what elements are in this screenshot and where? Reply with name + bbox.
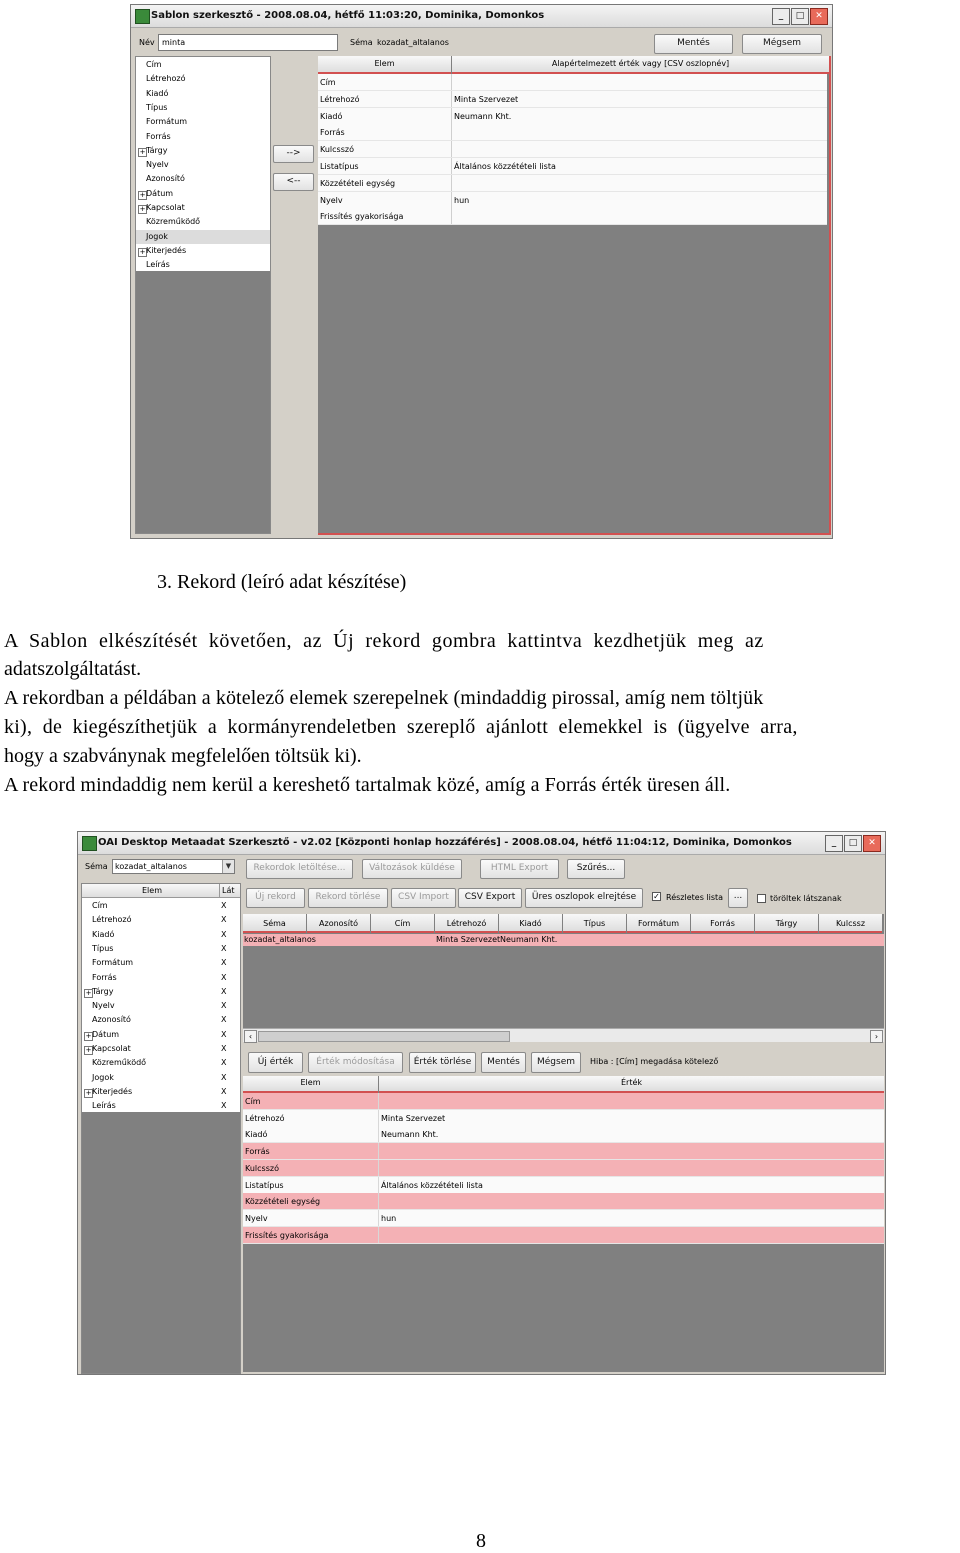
window-title: Sablon szerkesztő - 2008.08.04, hétfő 11:03:20, Dominika, Domonkos [151, 10, 545, 21]
download-records-button[interactable]: Rekordok letöltése... [246, 859, 353, 879]
record-grid-column-header[interactable]: Azonosító [307, 914, 370, 933]
list-item[interactable]: Nyelv [92, 1001, 115, 1011]
record-grid-column-header[interactable]: Cím [371, 914, 434, 933]
grid-cell-elem: Nyelv [320, 195, 343, 205]
record-grid-hscrollbar[interactable] [243, 1028, 884, 1042]
schema-label: Séma [350, 38, 373, 47]
list-item[interactable]: Kiterjedés [92, 1086, 133, 1096]
value-row[interactable] [243, 1210, 884, 1227]
detailed-list-label: Részletes lista [666, 893, 724, 902]
record-grid-column-header[interactable]: Kiadó [499, 914, 562, 933]
record-grid-column-header[interactable]: Séma [243, 914, 306, 933]
grid-cell-sep [451, 91, 452, 107]
dropdown-arrow-icon[interactable]: ▼ [222, 860, 234, 873]
visibility-mark[interactable]: X [221, 958, 227, 968]
name-label: Név [139, 38, 155, 47]
visibility-mark[interactable]: X [221, 1058, 227, 1068]
detailed-list-checkbox[interactable]: ✓ [653, 892, 660, 901]
element-visibility-list[interactable] [81, 883, 241, 1374]
visibility-mark[interactable]: X [221, 1101, 227, 1111]
grid-row[interactable] [318, 208, 827, 225]
tree-item[interactable]: Létrehozó [146, 74, 186, 84]
required-value-row[interactable] [243, 1193, 884, 1210]
grid-cell-elem: Kulcsszó [320, 145, 354, 155]
visibility-mark[interactable]: X [221, 986, 227, 996]
grid-cell-elem: Cím [320, 78, 336, 87]
tree-item[interactable]: Azonosító [146, 174, 185, 184]
name-input-value: minta [162, 38, 186, 47]
grid-row[interactable] [318, 192, 827, 209]
metadata-editor-window [77, 831, 886, 1375]
app-icon [82, 836, 97, 851]
value-cell-sep [378, 1177, 379, 1193]
new-value-button[interactable]: Új érték [248, 1052, 303, 1073]
record-grid-column-header[interactable]: Típus [563, 914, 626, 933]
visibility-list-header-elem[interactable]: Elem [142, 886, 162, 895]
list-item[interactable]: Tárgy [92, 986, 114, 996]
value-grid-rows [243, 1093, 884, 1243]
grid-cell-sep [451, 175, 452, 191]
visibility-mark[interactable]: X [221, 972, 227, 982]
grid-cell-sep [451, 124, 452, 140]
value-row[interactable] [243, 1110, 884, 1127]
schema-label: Séma [85, 862, 108, 871]
page-number: 8 [476, 1530, 486, 1552]
grid-cell-sep [451, 208, 452, 224]
expand-icon[interactable]: + [139, 147, 146, 156]
scroll-thumb[interactable] [258, 1031, 510, 1042]
record-grid-column-header[interactable]: Kulcssz [819, 914, 882, 933]
grid-rows [318, 74, 827, 226]
metadata-editor-titlebar [78, 832, 885, 855]
record-grid-cell[interactable]: kozadat_altalanos [244, 935, 316, 944]
value-cell-elem: Frissítés gyakorisága [245, 1230, 329, 1240]
value-cell-elem: Kiadó [245, 1130, 268, 1140]
hide-empty-columns-button[interactable]: Üres oszlopok elrejtése [525, 888, 643, 908]
maximize-icon[interactable]: □ [791, 8, 809, 25]
schema-value: kozadat_altalanos [377, 38, 449, 47]
visibility-list-header [82, 884, 240, 898]
list-item[interactable]: Dátum [92, 1029, 120, 1039]
paragraph-3: A rekord mindaddig nem kerül a kereshető tartalmak közé, amíg a Forrás érték üresen áll. [4, 774, 731, 796]
visibility-mark[interactable]: X [221, 901, 227, 910]
grid-cell-elem: Forrás [320, 128, 345, 138]
template-editor-window [130, 4, 833, 539]
grid-cell-sep [451, 158, 452, 174]
value-cell-elem: Kulcsszó [245, 1163, 279, 1173]
grid-cell-elem: Kiadó [320, 111, 343, 121]
visibility-list-header-visible[interactable]: Lát [222, 886, 235, 895]
cancel-button[interactable]: Mégsem [742, 34, 822, 54]
value-cell-elem: Létrehozó [245, 1113, 285, 1123]
grid-row[interactable] [318, 124, 827, 141]
value-cell-sep [378, 1210, 379, 1226]
remove-element-button[interactable]: <-- [273, 173, 314, 191]
value-cell-sep [378, 1227, 379, 1243]
grid-row[interactable] [318, 74, 827, 91]
visibility-mark[interactable]: X [221, 1086, 227, 1096]
required-value-row[interactable] [243, 1143, 884, 1160]
grid-cell-elem: Listatípus [320, 162, 359, 171]
schema-select-value: kozadat_altalanos [115, 862, 187, 871]
list-item[interactable]: Létrehozó [92, 915, 132, 925]
grid-cell-value: Minta Szervezet [454, 94, 519, 104]
grid-row[interactable] [318, 91, 827, 108]
deleted-visible-checkbox[interactable] [757, 894, 766, 903]
tree-item[interactable]: Jogok [146, 231, 168, 241]
grid-row[interactable] [318, 108, 827, 125]
delete-record-button[interactable]: Rekord törlése [308, 888, 388, 908]
new-record-button[interactable]: Új rekord [246, 888, 305, 908]
delete-value-button[interactable]: Érték törlése [409, 1052, 476, 1073]
html-export-button[interactable]: HTML Export [480, 859, 559, 879]
record-grid-column-header[interactable]: Formátum [627, 914, 690, 933]
filter-button[interactable]: Szűrés... [567, 859, 625, 879]
value-grid-header-elem[interactable]: Elem [243, 1076, 378, 1093]
csv-import-button[interactable]: CSV Import [391, 888, 456, 908]
visibility-mark[interactable]: X [221, 929, 227, 939]
scroll-right-icon[interactable]: › [870, 1030, 883, 1043]
list-item[interactable]: Cím [92, 901, 108, 910]
value-cell-elem: Cím [245, 1097, 261, 1106]
error-message: Hiba : [Cím] megadása kötelező [590, 1057, 719, 1066]
tree-item[interactable]: Típus [146, 102, 168, 112]
record-grid[interactable] [243, 914, 884, 1042]
add-element-button[interactable]: --> [273, 145, 314, 163]
value-cell-sep [378, 1160, 379, 1176]
value-row[interactable] [243, 1126, 884, 1143]
list-item[interactable]: Jogok [92, 1072, 114, 1082]
grid-cell-elem: Közzétételi egység [320, 178, 396, 188]
value-cell-value: Általános közzétételi lista [381, 1180, 483, 1190]
required-value-row[interactable] [243, 1160, 884, 1177]
grid-header-elem[interactable]: Elem [318, 56, 451, 74]
grid-cell-sep [451, 141, 452, 157]
paragraph-2-line-1: A rekordban a példában a kötelező elemek szerepelnek (mindaddig pirossal, amíg nem töltjük [4, 687, 764, 709]
record-grid-column-header[interactable]: Tárgy [755, 914, 818, 933]
record-grid-column-header[interactable]: Forrás [691, 914, 754, 933]
list-item[interactable]: Kiadó [92, 929, 115, 939]
schema-select[interactable] [112, 859, 235, 874]
required-value-row[interactable] [243, 1093, 884, 1110]
expand-icon[interactable]: + [85, 1031, 92, 1040]
save-button[interactable]: Mentés [481, 1052, 526, 1073]
grid-row[interactable] [318, 175, 827, 192]
template-grid[interactable] [318, 56, 831, 535]
value-cell-elem: Forrás [245, 1147, 270, 1157]
modify-value-button[interactable]: Érték módosítása [308, 1052, 403, 1073]
record-grid-cell[interactable]: Neumann Kht. [500, 935, 558, 944]
grid-row[interactable] [318, 158, 827, 175]
expand-icon[interactable]: + [85, 1088, 92, 1097]
grid-cell-elem: Frissítés gyakorisága [320, 212, 404, 222]
value-cell-elem: Nyelv [245, 1213, 268, 1223]
template-editor-titlebar [131, 5, 832, 28]
send-changes-button[interactable]: Változások küldése [362, 859, 462, 879]
value-cell-value: Neumann Kht. [381, 1130, 439, 1140]
tree-empty-area [136, 271, 270, 533]
value-cell-sep [378, 1143, 379, 1159]
visibility-list-empty-area [82, 1112, 240, 1373]
tree-item[interactable]: Kiadó [146, 88, 169, 98]
value-cell-value: Minta Szervezet [381, 1113, 446, 1123]
more-options-button[interactable]: ... [728, 888, 748, 908]
grid-cell-sep [451, 74, 452, 90]
visibility-mark[interactable]: X [221, 943, 227, 953]
record-grid-row[interactable] [243, 934, 884, 946]
grid-cell-sep [451, 108, 452, 124]
tree-item[interactable]: Tárgy [146, 145, 168, 155]
expand-icon[interactable]: + [85, 1046, 92, 1054]
close-icon[interactable]: ✕ [810, 8, 828, 25]
paragraph-2-line-3: hogy a szabványnak megfelelően töltsük ki). [4, 745, 362, 767]
tree-item[interactable]: Formátum [146, 117, 188, 127]
tree-item[interactable]: Leírás [146, 260, 170, 270]
paragraph-1-line-2: adatszolgáltatást. [4, 658, 142, 680]
minimize-icon[interactable]: _ [825, 835, 843, 852]
required-value-row[interactable] [243, 1227, 884, 1244]
scroll-left-icon[interactable]: ‹ [244, 1030, 257, 1043]
value-cell-sep [378, 1126, 379, 1142]
grid-header-default-value[interactable]: Alapértelmezett érték vagy [CSV oszlopnév] [452, 56, 829, 74]
grid-cell-value: Neumann Kht. [454, 111, 512, 121]
expand-icon[interactable]: + [139, 247, 146, 256]
csv-export-button[interactable]: CSV Export [458, 888, 522, 908]
value-cell-sep [378, 1093, 379, 1109]
save-button[interactable]: Mentés [654, 34, 733, 54]
list-item[interactable]: Forrás [92, 972, 117, 982]
list-item[interactable]: Kapcsolat [92, 1044, 131, 1053]
paragraph-1-line-1: A Sablon elkészítését követően, az Új rekord gombra kattintva kezdhetjük meg az [4, 630, 764, 652]
tree-item[interactable]: Dátum [146, 188, 174, 198]
value-grid-header-value[interactable]: Érték [379, 1076, 884, 1093]
section-heading: 3. Rekord (leíró adat készítése) [157, 571, 407, 593]
grid-row[interactable] [318, 141, 827, 158]
tree-item[interactable]: Forrás [146, 131, 171, 141]
visibility-mark[interactable]: X [221, 1029, 227, 1039]
value-row[interactable] [243, 1177, 884, 1194]
grid-cell-sep [451, 192, 452, 208]
visibility-mark[interactable]: X [221, 1001, 227, 1011]
value-cell-sep [378, 1110, 379, 1126]
value-cell-elem: Közzétételi egység [245, 1197, 321, 1207]
grid-cell-elem: Létrehozó [320, 94, 360, 104]
minimize-icon[interactable]: _ [772, 8, 790, 25]
expand-icon[interactable]: + [139, 205, 146, 213]
app-icon [135, 9, 150, 24]
visibility-mark[interactable]: X [221, 1044, 227, 1053]
list-item[interactable]: Típus [92, 943, 114, 953]
value-cell-sep [378, 1193, 379, 1209]
record-grid-header [243, 914, 884, 933]
close-icon[interactable]: ✕ [863, 835, 881, 852]
expand-icon[interactable]: + [85, 988, 92, 997]
record-grid-column-header[interactable]: Létrehozó [435, 914, 498, 933]
visibility-list-header-sep [219, 884, 220, 898]
grid-cell-value: Általános közzétételi lista [454, 162, 556, 171]
value-cell-elem: Listatípus [245, 1180, 284, 1190]
visibility-mark[interactable]: X [221, 915, 227, 925]
value-grid[interactable] [243, 1076, 884, 1372]
record-grid-cell[interactable]: Minta Szervezet [436, 935, 501, 944]
visibility-mark[interactable]: X [221, 1015, 227, 1025]
tree-item[interactable]: Kiterjedés [146, 245, 187, 255]
list-item[interactable]: Közreműködő [92, 1058, 147, 1068]
list-item[interactable]: Azonosító [92, 1015, 131, 1025]
name-input[interactable] [158, 34, 338, 51]
tree-item[interactable]: Cím [146, 60, 162, 69]
grid-cell-value: hun [454, 195, 470, 205]
tree-item[interactable]: Kapcsolat [146, 203, 185, 212]
value-cell-value: hun [381, 1213, 397, 1223]
maximize-icon[interactable]: □ [844, 835, 862, 852]
deleted-visible-label: töröltek látszanak [770, 894, 842, 903]
paragraph-2-line-2: ki), de kiegészíthetjük a kormányrendeletben szereplő ajánlott elemekkel is (ügyelve arra, [4, 716, 798, 738]
element-tree[interactable] [135, 56, 271, 534]
list-item[interactable]: Leírás [92, 1101, 116, 1111]
visibility-mark[interactable]: X [221, 1072, 227, 1082]
list-item[interactable]: Formátum [92, 958, 134, 968]
cancel-button[interactable]: Mégsem [531, 1052, 581, 1073]
window-title: OAI Desktop Metaadat Szerkesztő - v2.02 [Központi honlap hozzáférés] - 2008.08.04, hétfő 11:04:12, Dominika, Domonkos [98, 837, 792, 848]
expand-icon[interactable]: + [139, 190, 146, 199]
tree-item[interactable]: Nyelv [146, 160, 169, 170]
tree-item[interactable]: Közreműködő [146, 217, 201, 227]
